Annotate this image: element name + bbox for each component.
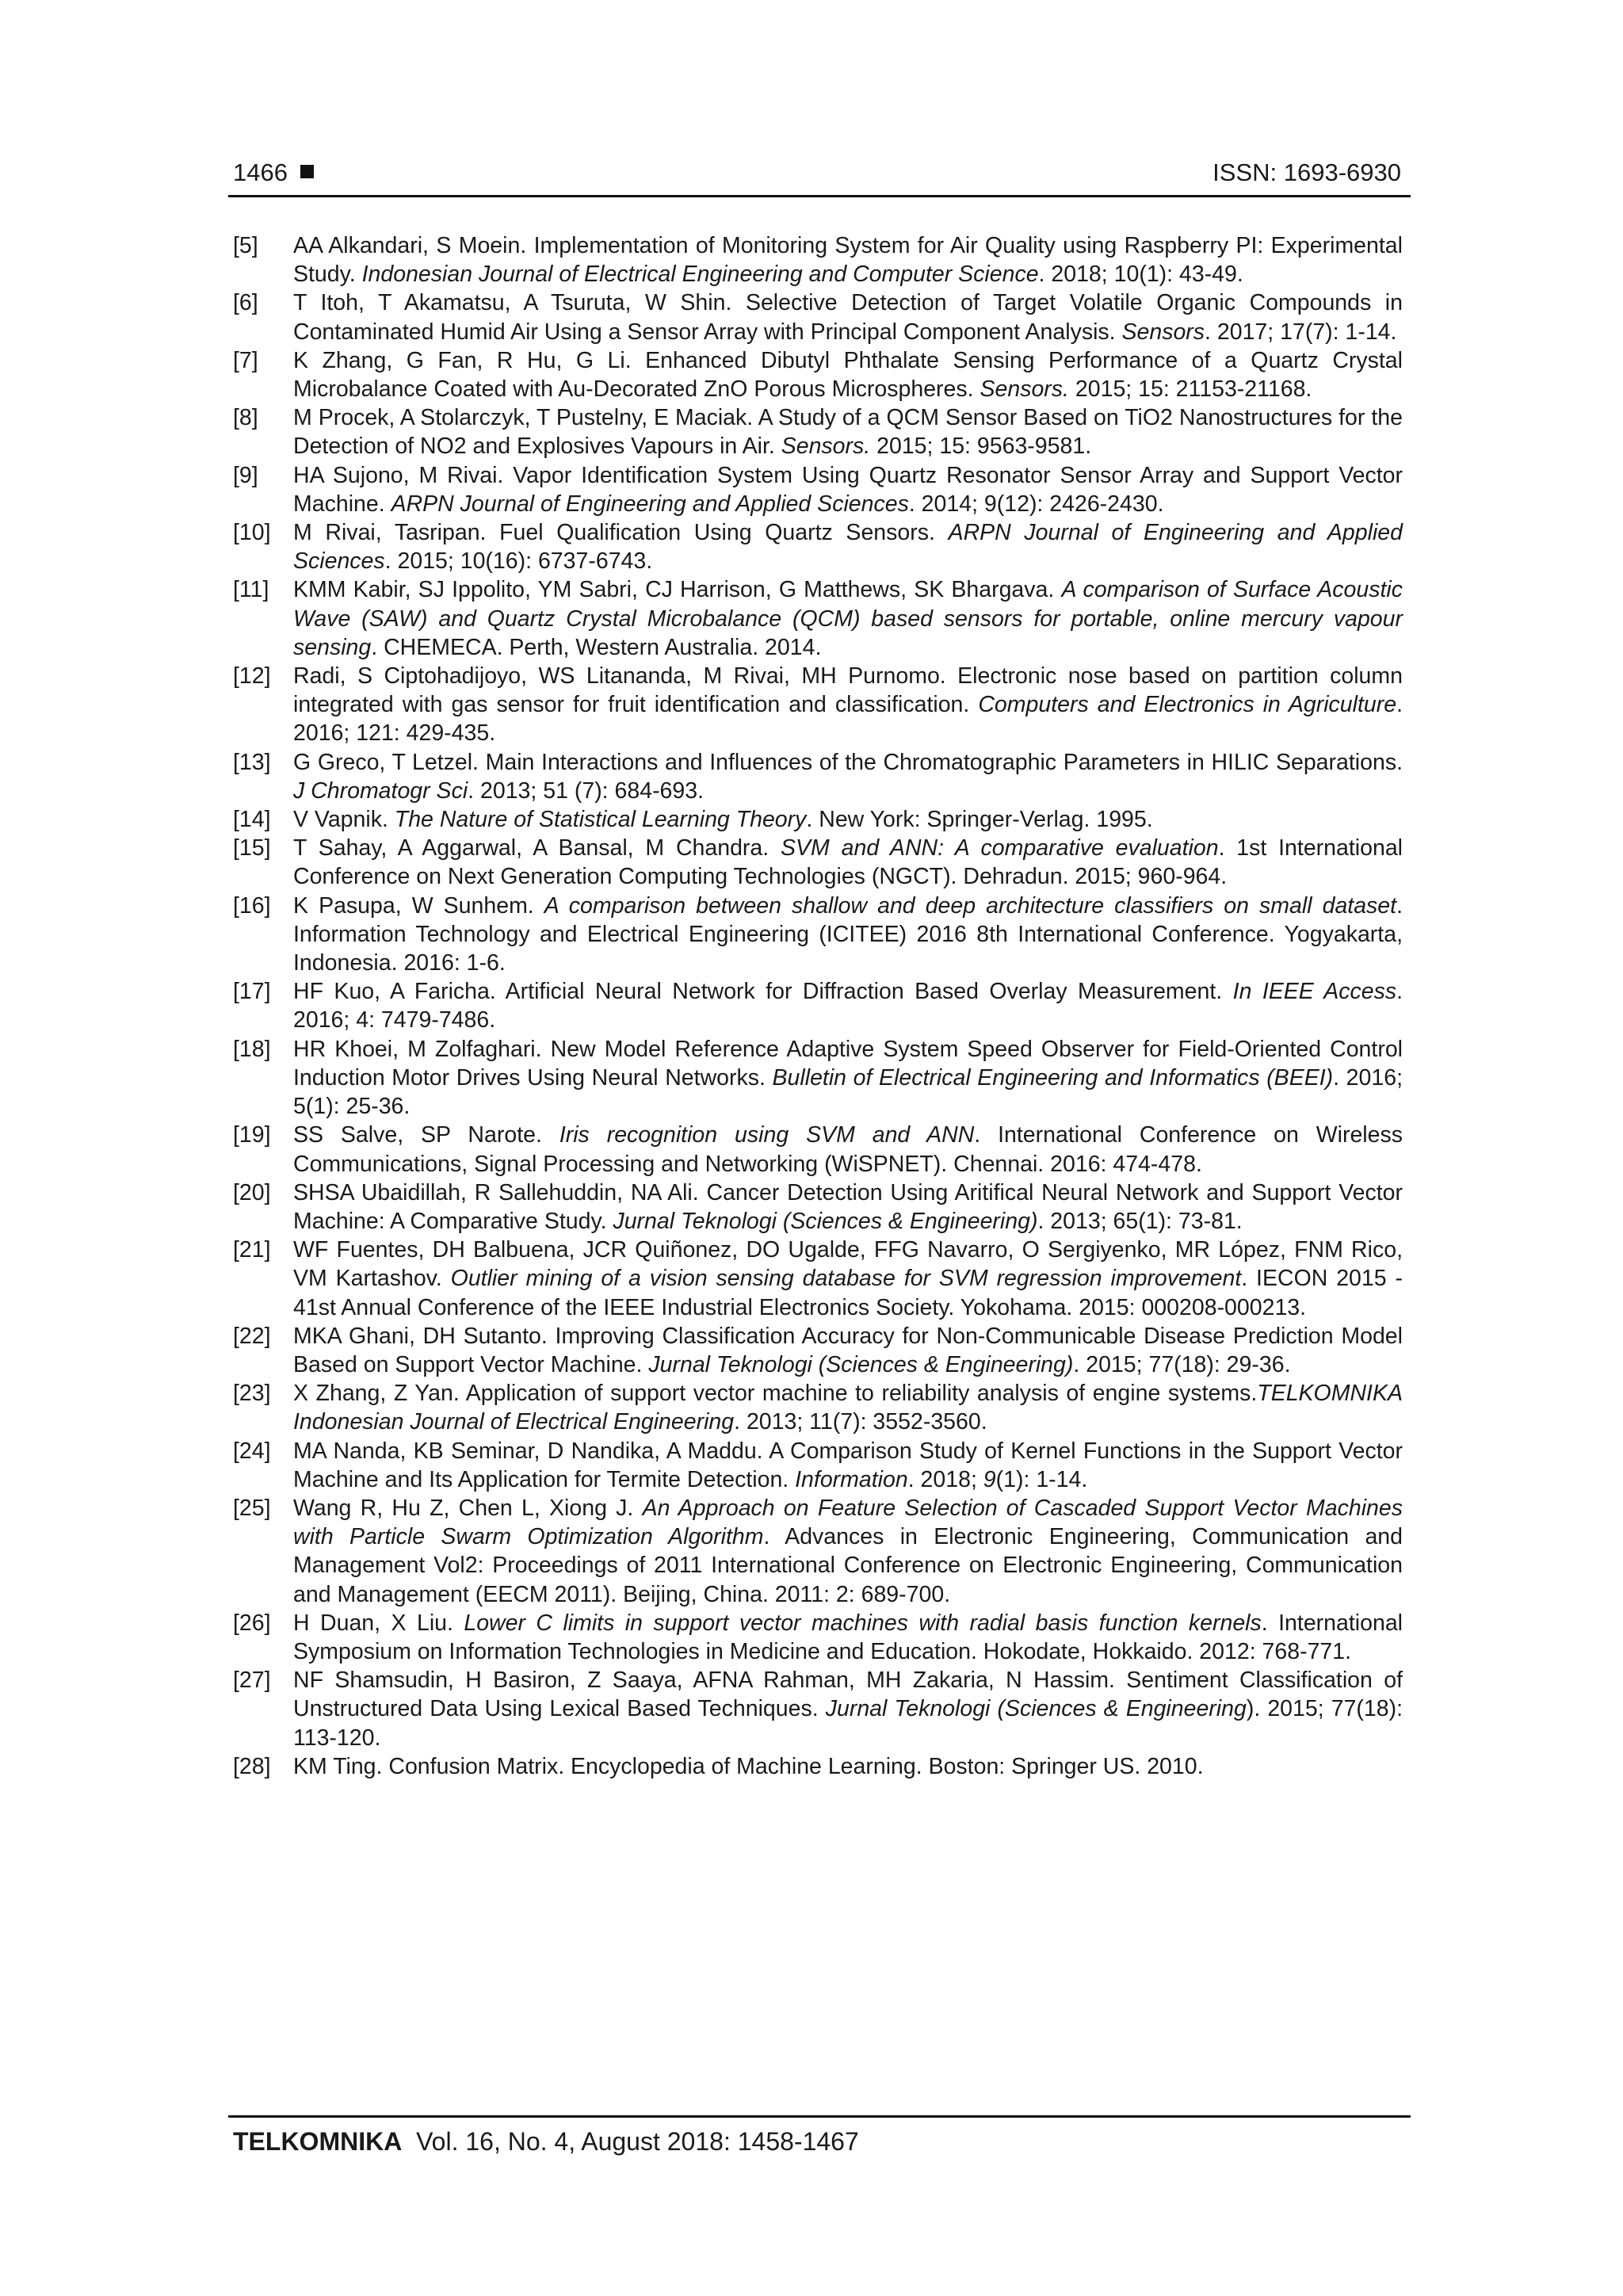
reference-item	[228, 977, 1411, 1034]
reference-number: [13]	[233, 749, 271, 775]
reference-text: G Greco, T Letzel. Main Interactions and Influences of the Chromatographic Parameters in HILIC Separations. J Chromatogr Sci. 2013; 51 (7): 684-693.	[293, 749, 1403, 804]
reference-text: V Vapnik. The Nature of Statistical Learning Theory. New York: Springer-Verlag. 1995.	[293, 807, 1153, 833]
reference-number: [9]	[233, 462, 258, 488]
footer-rule	[228, 2115, 1411, 2118]
reference-number: [20]	[233, 1179, 271, 1205]
reference-item	[228, 1379, 1411, 1436]
reference-text: T Itoh, T Akamatsu, A Tsuruta, W Shin. Selective Detection of Target Volatile Organic Compounds in Contaminated Humid Air Using a Sensor Array with Principal Component Analysis. Sensors. 2017; 17(7): 1-14.	[293, 290, 1403, 345]
reference-item	[228, 575, 1411, 662]
reference-text: NF Shamsudin, H Basiron, Z Saaya, AFNA Rahman, MH Zakaria, N Hassim. Sentiment Classification of Unstructured Data Using Lexical Based Techniques. Jurnal Teknologi (Sciences & Engineering). 2015; 77(18): 113-120.	[293, 1668, 1403, 1751]
page-footer	[233, 2127, 859, 2157]
reference-number: [18]	[233, 1036, 271, 1062]
reference-item	[228, 1437, 1411, 1494]
page-number: 1466	[233, 159, 314, 187]
reference-text: HR Khoei, M Zolfaghari. New Model Reference Adaptive System Speed Observer for Field-Oriented Control Induction Motor Drives Using Neural Networks. Bulletin of Electrical Engineering and Informatics (BEEI). 2016; 5(1): 25-36.	[293, 1036, 1403, 1120]
reference-text: M Procek, A Stolarczyk, T Pustelny, E Maciak. A Study of a QCM Sensor Based on TiO2 Nanostructures for the Detection of NO2 and Explosives Vapours in Air. Sensors. 2015; 15: 9563-9581.	[293, 405, 1403, 460]
reference-number: [23]	[233, 1381, 271, 1407]
journal-name: TELKOMNIKA	[233, 2127, 403, 2156]
reference-number: [27]	[233, 1668, 271, 1694]
reference-item	[228, 834, 1411, 891]
reference-number: [22]	[233, 1323, 271, 1349]
reference-text: Wang R, Hu Z, Chen L, Xiong J. An Approach on Feature Selection of Cascaded Support Vector Machines with Particle Swarm Optimization Algorithm. Advances in Electronic Engineering, Communication and Management Vol2: Proceedings of 2011 International Conference on Electronic Engineering, Communication and Management (EECM 2011). Beijing, China. 2011: 2: 689-700.	[293, 1495, 1403, 1607]
reference-number: [21]	[233, 1237, 271, 1263]
reference-number: [7]	[233, 347, 258, 373]
reference-item	[228, 1666, 1411, 1752]
reference-item	[228, 1179, 1411, 1236]
issn: ISSN: 1693-6930	[1212, 159, 1401, 186]
reference-text: SHSA Ubaidillah, R Sallehuddin, NA Ali. Cancer Detection Using Aritifical Neural Network and Support Vector Machine: A Comparative Study. Jurnal Teknologi (Sciences & Engineering). 2013; 65(1): 73-81.	[293, 1179, 1403, 1234]
reference-number: [16]	[233, 892, 271, 919]
reference-item	[228, 518, 1411, 575]
reference-number: [19]	[233, 1122, 271, 1148]
reference-text: T Sahay, A Aggarwal, A Bansal, M Chandra. SVM and ANN: A comparative evaluation. 1st International Conference on Next Generation Computing Technologies (NGCT). Dehradun. 2015; 960-964.	[293, 835, 1403, 890]
reference-text: HF Kuo, A Faricha. Artificial Neural Network for Diffraction Based Overlay Measurement. In IEEE Access. 2016; 4: 7479-7486.	[293, 979, 1403, 1033]
reference-text: MA Nanda, KB Seminar, D Nandika, A Maddu. A Comparison Study of Kernel Functions in the Support Vector Machine and Its Application for Termite Detection. Information. 2018; 9(1): 1-14.	[293, 1438, 1403, 1492]
page-header	[228, 155, 1411, 197]
reference-item	[228, 461, 1411, 518]
reference-item	[228, 1609, 1411, 1666]
reference-text: M Rivai, Tasripan. Fuel Qualification Using Quartz Sensors. ARPN Journal of Engineering and Applied Sciences. 2015; 10(16): 6737-6743.	[293, 520, 1403, 575]
reference-number: [10]	[233, 520, 271, 546]
reference-item	[228, 1236, 1411, 1322]
reference-item	[228, 1494, 1411, 1609]
reference-text: X Zhang, Z Yan. Application of support vector machine to reliability analysis of engine systems.TELKOMNIKA Indonesian Journal of Electrical Engineering. 2013; 11(7): 3552-3560.	[293, 1381, 1403, 1435]
reference-list	[228, 231, 1411, 1781]
reference-text: HA Sujono, M Rivai. Vapor Identification System Using Quartz Resonator Sensor Array and Support Vector Machine. ARPN Journal of Engineering and Applied Sciences. 2014; 9(12): 2426-2430.	[293, 462, 1403, 517]
reference-number: [8]	[233, 405, 258, 431]
reference-number: [28]	[233, 1753, 271, 1779]
reference-item	[228, 1322, 1411, 1379]
reference-text: MKA Ghani, DH Sutanto. Improving Classification Accuracy for Non-Communicable Disease Prediction Model Based on Support Vector Machine. Jurnal Teknologi (Sciences & Engineering). 2015; 77(18): 29-36.	[293, 1323, 1403, 1377]
reference-item	[228, 1121, 1411, 1178]
reference-item	[228, 231, 1411, 288]
reference-number: [26]	[233, 1610, 271, 1636]
reference-item	[228, 662, 1411, 748]
reference-text: Radi, S Ciptohadijoyo, WS Litananda, M Rivai, MH Purnomo. Electronic nose based on partition column integrated with gas sensor for fruit identification and classification. Computers and Electronics in Agriculture. 2016; 121: 429-435.	[293, 663, 1403, 747]
reference-item	[228, 346, 1411, 403]
reference-text: KM Ting. Confusion Matrix. Encyclopedia of Machine Learning. Boston: Springer US. 2010.	[293, 1753, 1204, 1779]
reference-number: [6]	[233, 290, 258, 316]
square-bullet-icon	[300, 165, 314, 178]
reference-text: KMM Kabir, SJ Ippolito, YM Sabri, CJ Harrison, G Matthews, SK Bhargava. A comparison of Surface Acoustic Wave (SAW) and Quartz Crystal Microbalance (QCM) based sensors for portable, online mercury vapour sensing. CHEMECA. Perth, Western Australia. 2014.	[293, 577, 1403, 660]
reference-number: [24]	[233, 1438, 271, 1464]
reference-text: AA Alkandari, S Moein. Implementation of Monitoring System for Air Quality using Raspberry PI: Experimental Study. Indonesian Journal of Electrical Engineering and Computer Science. 2018; 10(1): 43-49.	[293, 233, 1403, 288]
reference-item	[228, 1035, 1411, 1121]
reference-number: [25]	[233, 1495, 271, 1521]
reference-item	[228, 805, 1411, 834]
reference-text: H Duan, X Liu. Lower C limits in support vector machines with radial basis function kernels. International Symposium on Information Technologies in Medicine and Education. Hokodate, Hokkaido. 2012: 768-771.	[293, 1610, 1403, 1664]
reference-number: [5]	[233, 233, 258, 258]
reference-number: [12]	[233, 663, 271, 690]
reference-text: SS Salve, SP Narote. Iris recognition using SVM and ANN. International Conference on Wireless Communications, Signal Processing and Networking (WiSPNET). Chennai. 2016: 474-478.	[293, 1122, 1403, 1177]
reference-text: WF Fuentes, DH Balbuena, JCR Quiñonez, DO Ugalde, FFG Navarro, O Sergiyenko, MR López, FNM Rico, VM Kartashov. Outlier mining of a vision sensing database for SVM regression improvement. IECON 2015 - 41st Annual Conference of the IEEE Industrial Electronics Society. Yokohama. 2015: 000208-000213.	[293, 1237, 1403, 1320]
reference-item	[228, 403, 1411, 460]
header-rule	[228, 195, 1411, 197]
reference-number: [15]	[233, 835, 271, 861]
reference-text: K Zhang, G Fan, R Hu, G Li. Enhanced Dibutyl Phthalate Sensing Performance of a Quartz Crystal Microbalance Coated with Au-Decorated ZnO Porous Microspheres. Sensors. 2015; 15: 21153-21168.	[293, 347, 1403, 403]
reference-item	[228, 892, 1411, 978]
reference-number: [14]	[233, 807, 271, 833]
reference-text: K Pasupa, W Sunhem. A comparison between shallow and deep architecture classifiers on small dataset. Information Technology and Electrical Engineering (ICITEE) 2016 8th International Conference. Yogyakarta, Indonesia. 2016: 1-6.	[293, 892, 1403, 976]
reference-item	[228, 748, 1411, 805]
reference-item	[228, 1752, 1411, 1781]
reference-item	[228, 288, 1411, 346]
issue-details: Vol. 16, No. 4, August 2018: 1458-1467	[416, 2127, 859, 2156]
reference-number: [11]	[233, 577, 269, 603]
reference-number: [17]	[233, 979, 271, 1005]
